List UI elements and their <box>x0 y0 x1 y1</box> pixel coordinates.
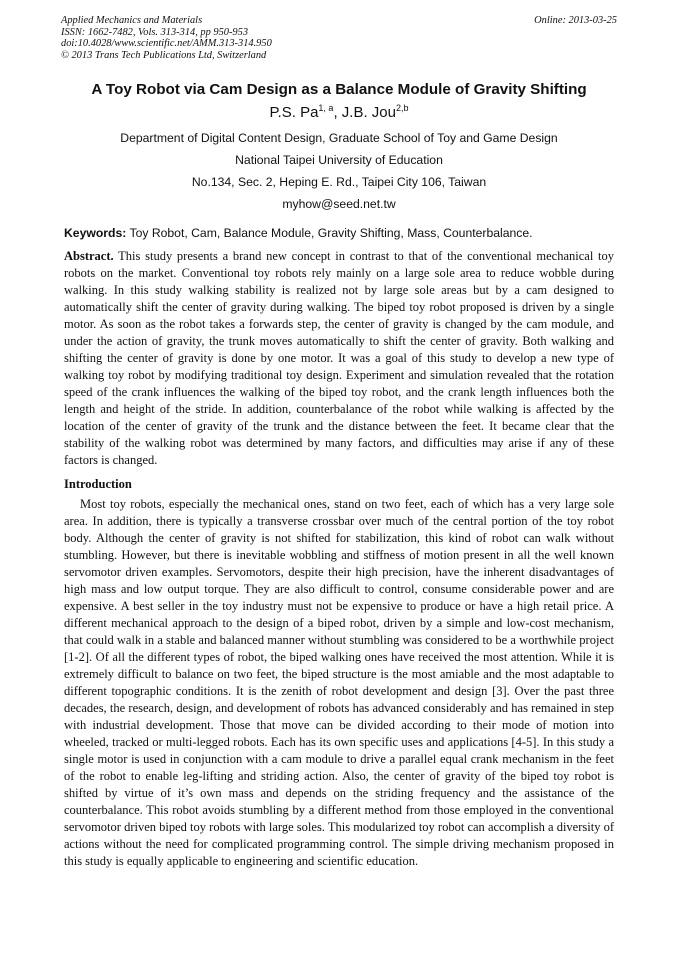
affiliation-department: Department of Digital Content Design, Graduate School of Toy and Game Design <box>120 131 558 145</box>
journal-name: Applied Mechanics and Materials <box>61 15 203 26</box>
doi-line: doi:10.4028/www.scientific.net/AMM.313-314.950 <box>61 38 272 49</box>
abstract-text: This study presents a brand new concept in contrast to that of the conventional mechanical toy robots on the market. Conventional toy robots rely mainly on a large sole area to reduce wobble during walking. In this study walking stability is realized not by large sole areas but by a cam designed to automatically shift the center of gravity during walking. The biped toy robot proposed is driven by a single motor. As soon as the robot takes a forwards step, the center of gravity is changed by the cam module, and under the action of gravity, the trunk moves automatically to shift the center of gravity. Both walking and shifting the center of gravity is done by one motor. It was a goal of this study to develop a new type of walking toy robot by modifying traditional toy design. Experiment and simulation revealed that the rotation speed of the crank influences the walking of the biped toy robot, and the crank length influences both the length and height of the stride. In addition, counterbalance of the robot while walking is affected by the location of the center of gravity of the trunk and the distance between the feet. It became clear that the stability of the walking robot was determined by many factors, and difficulties may arise if any of these factors is changed. <box>64 249 614 467</box>
section-heading-introduction: Introduction <box>64 477 132 491</box>
online-date: Online: 2013-03-25 <box>534 15 617 26</box>
author-separator: , <box>333 104 342 121</box>
keywords-text: Toy Robot, Cam, Balance Module, Gravity Shifting, Mass, Counterbalance. <box>126 226 533 240</box>
author-email: myhow@seed.net.tw <box>282 197 396 211</box>
copyright-line: © 2013 Trans Tech Publications Ltd, Switzerland <box>61 49 267 61</box>
journal-header <box>61 15 617 61</box>
abstract-label: Abstract. <box>64 249 114 263</box>
issn-line: ISSN: 1662-7482, Vols. 313-314, pp 950-953 <box>61 26 249 38</box>
author-1-name: P.S. Pa <box>269 104 319 121</box>
keywords <box>64 225 624 241</box>
affiliation-university: National Taipei University of Education <box>235 153 443 167</box>
author-1-affiliation-mark: 1, a <box>318 103 334 113</box>
author-2-name: J.B. Jou <box>341 104 396 121</box>
paper-title: A Toy Robot via Cam Design as a Balance Module of Gravity Shifting <box>91 81 587 98</box>
introduction-paragraph: Most toy robots, especially the mechanical ones, stand on two feet, each of which has a very large sole area. In addition, there is typically a transverse crossbar over much of the central portion of the toy robot body. Although the center of gravity is not shifted for stabilization, this kind of robot can walk without stumbling. However, but there is inevitable wobbling and stiffness of motion present in all the well known servomotor driven examples. Servomotors, despite their high precision, have the inherent disadvantages of high mass and low output torque. They are also difficult to control, consume considerable power and are expensive. A best seller in the toy industry must not be expensive to produce or have a high retail price. A different mechanical approach to the design of a biped robot, driven by a simple and low-cost mechanism, that could walk in a stable and balanced manner without stumbling was considered to be a worthwhile project [1-2]. Of all the different types of robot, the biped walking ones have received the most attention. While it is extremely difficult to balance on two feet, the biped structure is the most amiable and the most adaptable to different topographic conditions. It is the zenith of robot development and design [3]. Over the past three decades, the research, design, and development of robots has advanced considerably and has remained in step with industrial development. Those that move can be divided according to their mode of motion into wheeled, tracked or multi-legged robots. Each has its own specific uses and applications [4-5]. In this study a single motor is used in conjunction with a cam module to drive a parallel equal crank mechanism in the feet of the robot to enable leg-lifting and striding action. Also, the center of gravity of the biped toy robot is shifted by virtue of it’s own mass and depends on the striding frequency and the assistance of the counterbalance. This robot avoids stumbling by a different method from those employed in the conventional servomotor driven biped toy robots with large soles. This modularized toy robot can accomplish a diversity of actions without the need for complicated programming control. The simple driving mechanism proposed in this study is equally applicable to engineering and scientific education. <box>64 497 614 868</box>
affiliation-address: No.134, Sec. 2, Heping E. Rd., Taipei City 106, Taiwan <box>191 175 487 189</box>
author-2-affiliation-mark: 2,b <box>395 103 409 113</box>
abstract <box>64 248 614 469</box>
author-line <box>0 103 678 123</box>
keywords-label: Keywords: <box>64 226 127 240</box>
